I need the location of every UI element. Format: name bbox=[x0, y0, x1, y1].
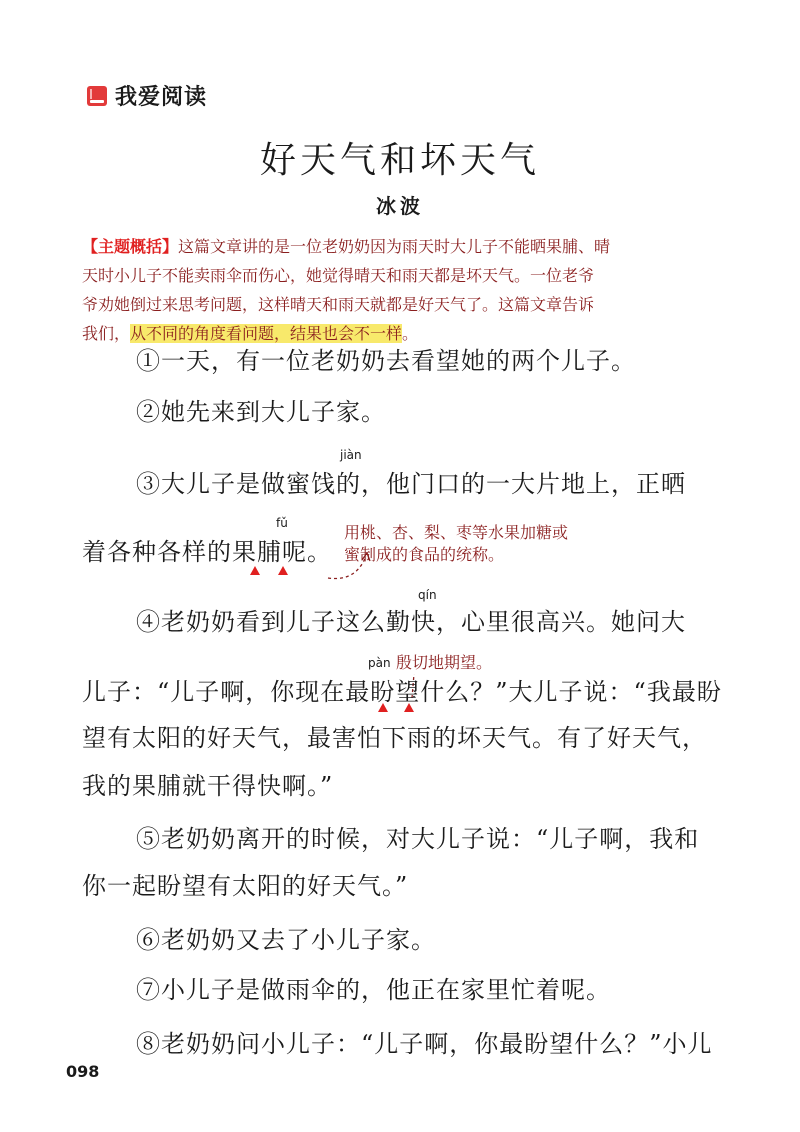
paragraph-5-line-2: 你一起盼望有太阳的好天气。” bbox=[82, 872, 409, 900]
word-guo: 果 bbox=[232, 538, 257, 566]
summary-tag: 【主题概括】 bbox=[82, 237, 179, 256]
book-icon bbox=[86, 85, 108, 107]
summary-line: 【主题概括】这篇文章讲的是一位老奶奶因为雨天时大儿子不能晒果脯、晴 bbox=[82, 237, 611, 256]
note-guofu-line-2: 蜜制成的食品的统称。 bbox=[344, 545, 505, 564]
summary-line: 我们，从不同的角度看问题，结果也会不一样。 bbox=[82, 324, 419, 343]
pinyin-jian: jiàn bbox=[340, 448, 362, 462]
word-wang: 望 bbox=[395, 678, 421, 706]
marker-triangle bbox=[250, 566, 260, 575]
paragraph-2: ②她先来到大儿子家。 bbox=[136, 398, 386, 426]
marker-triangle bbox=[278, 566, 288, 575]
section-header bbox=[86, 80, 207, 111]
paragraph-5-line-1: ⑤老奶奶离开的时候，对大儿子说：“儿子啊，我和 bbox=[136, 825, 700, 853]
word-fu: 脯 bbox=[257, 538, 282, 566]
marker-triangle bbox=[404, 703, 414, 712]
summary-line: 天时小儿子不能卖雨伞而伤心，她觉得晴天和雨天都是坏天气。一位老爷 bbox=[82, 266, 595, 285]
pinyin-fu: fǔ bbox=[276, 516, 288, 530]
word-qin: 勤 bbox=[386, 608, 411, 636]
paragraph-4-line-2: 儿子：“儿子啊，你现在最盼望什么？”大儿子说：“我最盼 bbox=[82, 678, 722, 706]
paragraph-3-line-2: 着各种各样的果脯呢。 bbox=[82, 538, 332, 566]
pinyin-pan: pàn bbox=[368, 656, 391, 670]
paragraph-6: ⑥老奶奶又去了小儿子家。 bbox=[136, 926, 436, 954]
paragraph-1: ①一天，有一位老奶奶去看望她的两个儿子。 bbox=[136, 347, 636, 375]
pinyin-qin: qín bbox=[418, 588, 437, 602]
section-label: 我爱阅读 bbox=[115, 85, 208, 110]
word-pan: 盼 bbox=[370, 678, 396, 706]
paragraph-4-line-4: 我的果脯就干得快啊。” bbox=[82, 772, 334, 800]
paragraph-4-line-3: 望有太阳的好天气，最害怕下雨的坏天气。有了好天气， bbox=[82, 724, 707, 752]
paragraph-4-line-1: ④老奶奶看到儿子这么勤快，心里很高兴。她问大 bbox=[136, 608, 686, 636]
article-author: 冰波 bbox=[376, 194, 424, 218]
summary-highlight: 从不同的角度看问题，结果也会不一样 bbox=[130, 324, 403, 343]
page-number: 098 bbox=[66, 1062, 100, 1081]
theme-summary bbox=[82, 232, 722, 348]
note-guofu-line-1: 用桃、杏、梨、枣等水果加糖或 bbox=[344, 523, 569, 542]
summary-line: 爷劝她倒过来思考问题，这样晴天和雨天就都是好天气了。这篇文章告诉 bbox=[82, 295, 595, 314]
marker-triangle bbox=[378, 703, 388, 712]
article-title: 好天气和坏天气 bbox=[259, 140, 540, 181]
paragraph-7: ⑦小儿子是做雨伞的，他正在家里忙着呢。 bbox=[136, 976, 611, 1004]
note-panwang: 殷切地期望。 bbox=[396, 653, 493, 672]
paragraph-8: ⑧老奶奶问小儿子：“儿子啊，你最盼望什么？”小儿 bbox=[136, 1030, 713, 1058]
paragraph-3-line-1: ③大儿子是做蜜饯的，他门口的一大片地上，正晒 bbox=[136, 470, 686, 498]
